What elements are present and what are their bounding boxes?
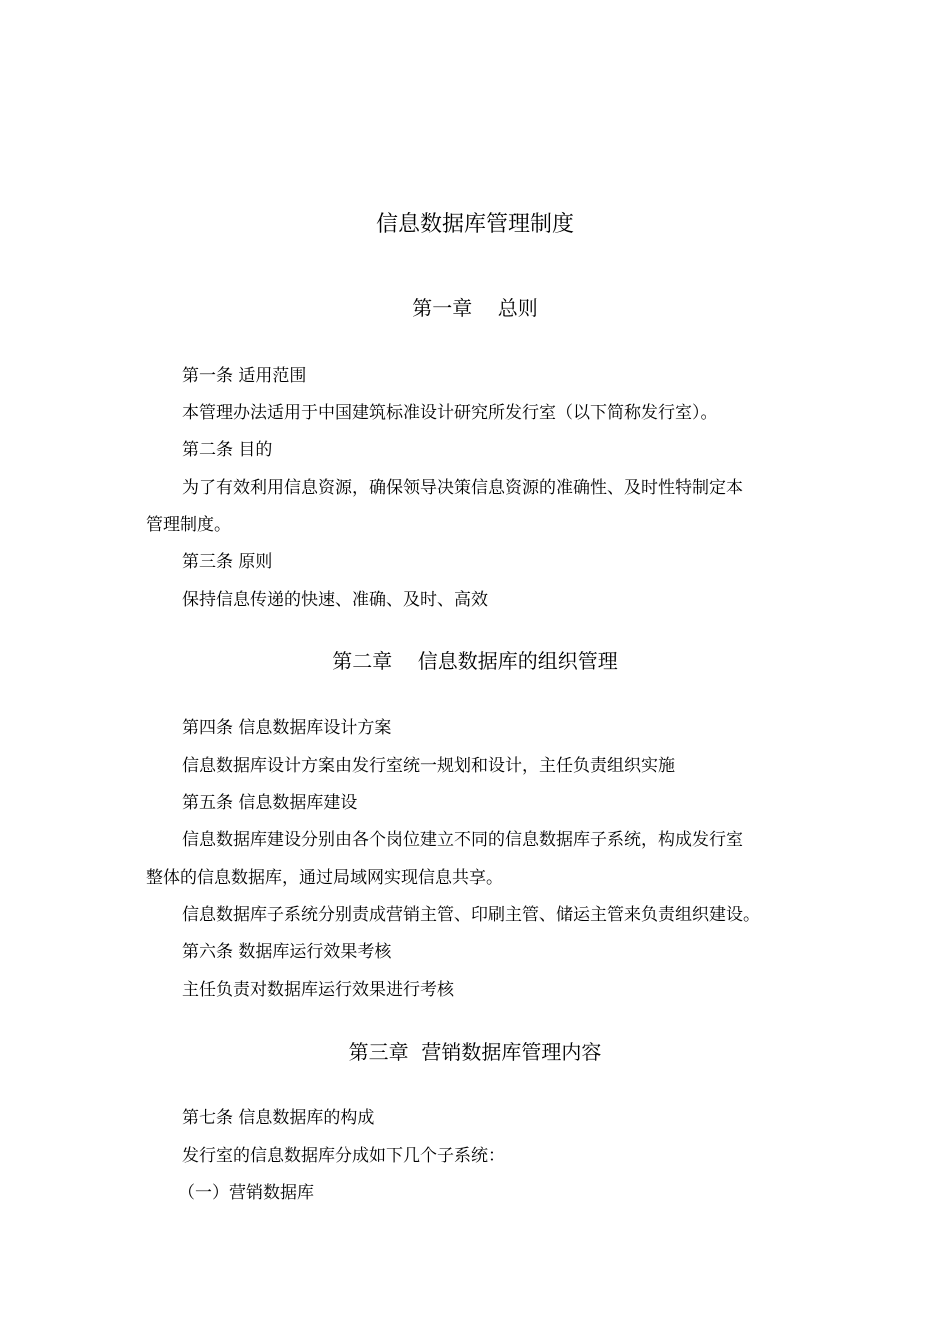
article-3-heading: 第三条 原则 [182,552,273,572]
paragraph: 保持信息传递的快速、准确、及时、高效 [182,590,488,610]
chapter-3-heading: 第三章 营销数据库管理内容 [348,1040,602,1064]
article-7-heading: 第七条 信息数据库的构成 [182,1108,375,1128]
chapter-2-heading: 第二章 信息数据库的组织管理 [332,649,618,673]
paragraph: 为了有效利用信息资源，确保领导决策信息资源的准确性、及时性特制定本 [182,478,743,498]
paragraph-continuation: 整体的信息数据库，通过局域网实现信息共享。 [146,868,503,888]
list-item: （一）营销数据库 [178,1183,314,1203]
article-6-heading: 第六条 数据库运行效果考核 [182,942,392,962]
document-title: 信息数据库管理制度 [375,212,574,237]
paragraph: 主任负责对数据库运行效果进行考核 [182,980,454,1000]
article-4-heading: 第四条 信息数据库设计方案 [182,718,392,738]
article-5-heading: 第五条 信息数据库建设 [182,793,358,813]
paragraph: 发行室的信息数据库分成如下几个子系统： [182,1146,505,1166]
paragraph-continuation: 管理制度。 [146,515,231,535]
paragraph: 本管理办法适用于中国建筑标准设计研究所发行室（以下简称发行室）。 [182,403,718,423]
chapter-1-heading: 第一章 总则 [412,296,538,320]
paragraph: 信息数据库子系统分别责成营销主管、印刷主管、储运主管来负责组织建设。 [182,905,760,925]
article-1-heading: 第一条 适用范围 [182,366,307,386]
paragraph: 信息数据库建设分别由各个岗位建立不同的信息数据库子系统，构成发行室 [182,830,743,850]
paragraph: 信息数据库设计方案由发行室统一规划和设计，主任负责组织实施 [182,756,675,776]
article-2-heading: 第二条 目的 [182,440,273,460]
